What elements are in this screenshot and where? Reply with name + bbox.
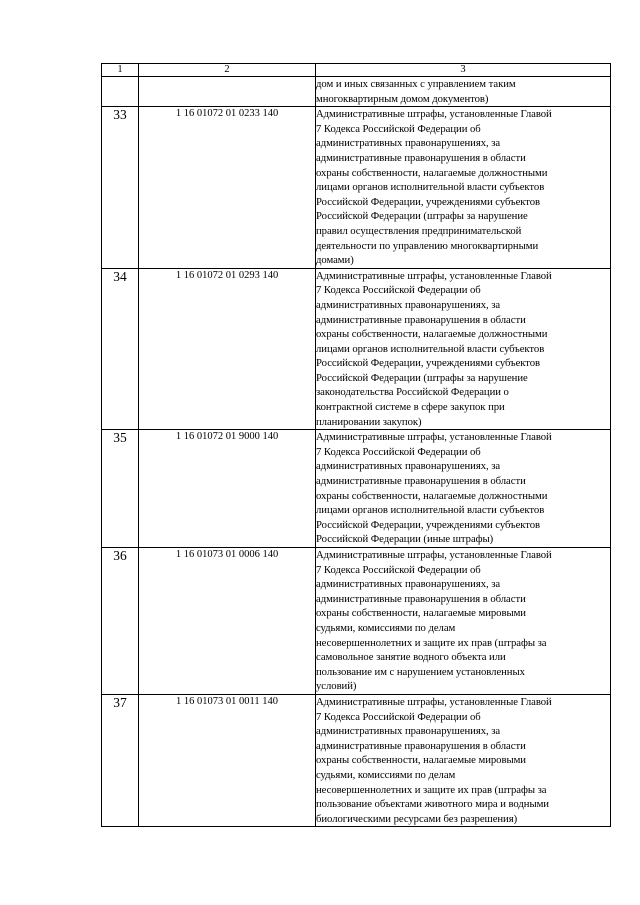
continuation-row [102, 77, 611, 107]
table-row [102, 694, 611, 826]
table-row [102, 548, 611, 695]
budget-code: 1 16 01072 01 0233 140 [139, 107, 316, 269]
header-col-1: 1 [102, 64, 139, 77]
row-number: 33 [102, 107, 139, 269]
row-number: 34 [102, 268, 139, 430]
row-number: 35 [102, 430, 139, 548]
table-row [102, 430, 611, 548]
row-number: 36 [102, 548, 139, 695]
budget-code: 1 16 01073 01 0011 140 [139, 694, 316, 826]
budget-code: 1 16 01072 01 9000 140 [139, 430, 316, 548]
row-description: Административные штрафы, установленные Главой 7 Кодекса Российской Федерации об административных правонарушениях, за административные правонарушения в области охраны собственности, налагаемые мировыми судьями, комиссиями по делам несовершеннолетних и защите их прав (штрафы за самовольное занятие водного объекта или пользование им с нарушением установленных условий) [316, 548, 611, 695]
header-col-3: 3 [316, 64, 611, 77]
row-description: Административные штрафы, установленные Главой 7 Кодекса Российской Федерации об административных правонарушениях, за административные правонарушения в области охраны собственности, налагаемые мировыми судьями, комиссиями по делам несовершеннолетних и защите их прав (штрафы за пользование объектами животного мира и водными биологическими ресурсами без разрешения) [316, 694, 611, 826]
budget-code: 1 16 01073 01 0006 140 [139, 548, 316, 695]
row-description: Административные штрафы, установленные Главой 7 Кодекса Российской Федерации об административных правонарушениях, за административные правонарушения в области охраны собственности, налагаемые должностными лицами органов исполнительной власти субъектов Российской Федерации, учреждениями субъектов Российской Федерации (штрафы за нарушение правил осуществления предпринимательской деятельности по управлению многоквартирными домами) [316, 107, 611, 269]
fines-table [101, 63, 611, 827]
continuation-num-cell [102, 77, 139, 107]
header-row [102, 64, 611, 77]
table-row [102, 107, 611, 269]
row-description: Административные штрафы, установленные Главой 7 Кодекса Российской Федерации об административных правонарушениях, за административные правонарушения в области охраны собственности, налагаемые должностными лицами органов исполнительной власти субъектов Российской Федерации, учреждениями субъектов Российской Федерации (штрафы за нарушение законодательства Российской Федерации о контрактной системе в сфере закупок при планировании закупок) [316, 268, 611, 430]
row-description: Административные штрафы, установленные Главой 7 Кодекса Российской Федерации об административных правонарушениях, за административные правонарушения в области охраны собственности, налагаемые должностными лицами органов исполнительной власти субъектов Российской Федерации, учреждениями субъектов Российской Федерации (иные штрафы) [316, 430, 611, 548]
budget-code: 1 16 01072 01 0293 140 [139, 268, 316, 430]
continuation-code-cell [139, 77, 316, 107]
header-col-2: 2 [139, 64, 316, 77]
table-row [102, 268, 611, 430]
continuation-desc-cell: дом и иных связанных с управлением таким многоквартирным домом документов) [316, 77, 611, 107]
row-number: 37 [102, 694, 139, 826]
